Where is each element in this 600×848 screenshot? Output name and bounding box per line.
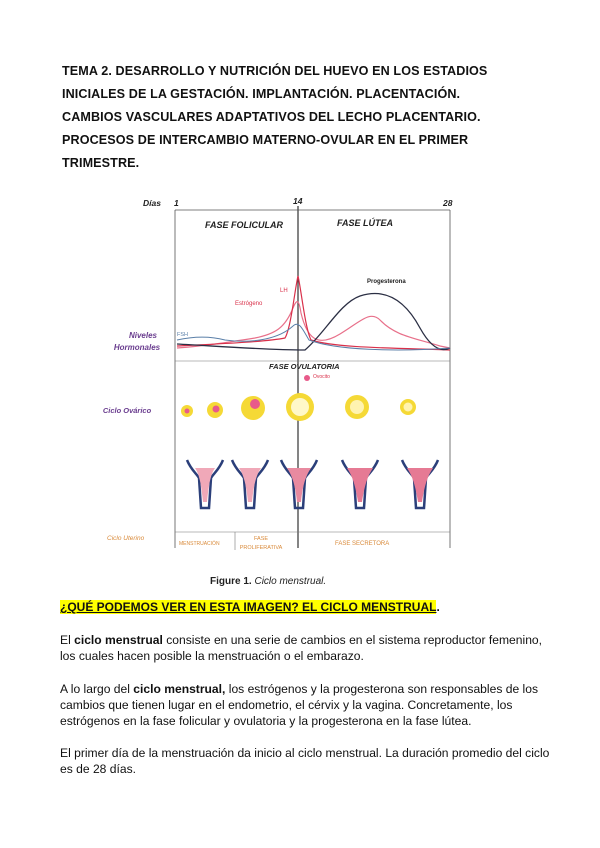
ovarian-follicles [181, 393, 416, 421]
menstruation-label: MENSTRUACIÓN [179, 541, 220, 547]
follicle-3-ovum [250, 399, 260, 409]
uterus-3 [281, 460, 317, 508]
p1-post: consiste en una serie de cambios en el sistema reproductor femenino, los cuales hacen posible la menstruación o el embarazo. [60, 633, 542, 663]
title-line-4: PROCESOS DE INTERCAMBIO MATERNO-OVULAR EN EL PRIMER [62, 133, 469, 147]
fsh-label: FSH [177, 332, 188, 338]
section-question [60, 600, 440, 614]
caption-text: Ciclo menstrual. [254, 576, 327, 587]
corpus-luteum-2-core [404, 403, 413, 412]
days-label: Días [143, 198, 161, 208]
menstrual-cycle-figure [95, 188, 475, 593]
estrogen-label: Estrógeno [235, 301, 263, 307]
phase-ovulatory-label: FASE OVULATORIA [269, 362, 340, 371]
day-tick-14: 14 [293, 196, 303, 206]
title-line-1: TEMA 2. DESARROLLO Y NUTRICIÓN DEL HUEVO EN LOS ESTADIOS [62, 64, 488, 78]
p2-pre: A lo largo del [60, 682, 134, 696]
title-line-3: CAMBIOS VASCULARES ADAPTATIVOS DEL LECHO PLACENTARIO. [62, 110, 481, 124]
question-highlight: ¿QUÉ PODEMOS VER EN ESTA IMAGEN? EL CICLO MENSTRUAL [60, 600, 437, 614]
hormone-row-label-2: Hormonales [113, 343, 161, 352]
uterine-cycle [187, 460, 438, 508]
p2-bold: ciclo menstrual, [133, 682, 226, 696]
lh-label: LH [280, 288, 288, 294]
menstrual-cycle-diagram [95, 188, 475, 578]
p1-bold: ciclo menstrual [74, 633, 163, 647]
day-tick-1: 1 [174, 198, 179, 208]
follicle-1-ovum [185, 409, 190, 414]
corpus-luteum-1-core [350, 400, 364, 414]
paragraph-1 [60, 632, 550, 664]
proliferative-label-1: FASE [253, 536, 269, 542]
uterus-4 [342, 460, 378, 508]
progesterone-label: Progesterona [367, 279, 406, 285]
follicle-2-ovum [213, 406, 220, 413]
title-line-2: INICIALES DE LA GESTACIÓN. IMPLANTACIÓN. PLACENTACIÓN. [62, 87, 461, 101]
phase-follicular-label: FASE FOLICULAR [205, 220, 283, 230]
day-tick-28: 28 [443, 198, 453, 208]
proliferative-label-2: PROLIFERATIVA [239, 545, 283, 551]
paragraph-2 [60, 681, 550, 729]
p1-pre: El [60, 633, 75, 647]
uterus-5 [402, 460, 438, 508]
phase-luteal-label: FASE LÚTEA [337, 218, 394, 228]
ovocyte-dot [304, 375, 310, 381]
ovarian-row-label: Ciclo Ovárico [102, 406, 152, 415]
hormone-row-label-1: Niveles [128, 331, 158, 340]
ovocyte-label: Ovocito [313, 374, 330, 380]
follicle-4-core [291, 398, 309, 416]
title-line-5: TRIMESTRE. [62, 156, 140, 170]
question-suffix: . [436, 600, 440, 614]
figure-caption [210, 576, 326, 587]
caption-prefix: Figure 1. [210, 576, 252, 587]
paragraph-3: El primer día de la menstruación da inicio al ciclo menstrual. La duración promedio del ciclo es de 28 días. [60, 746, 550, 776]
uterine-row-label: Ciclo Uterino [107, 535, 145, 542]
page-title [62, 60, 542, 175]
uterus-1 [187, 460, 223, 508]
uterus-2 [232, 460, 268, 508]
p2-post: los estrógenos y la progesterona son responsables de los cambios que tienen lugar en el endometrio, el cérvix y la vagina. Concretamente, los estrógenos en la fase folicular y ovulatoria y la progesterona en la fase lútea. [60, 682, 539, 728]
secretory-label: FASE SECRETORA [335, 541, 390, 547]
